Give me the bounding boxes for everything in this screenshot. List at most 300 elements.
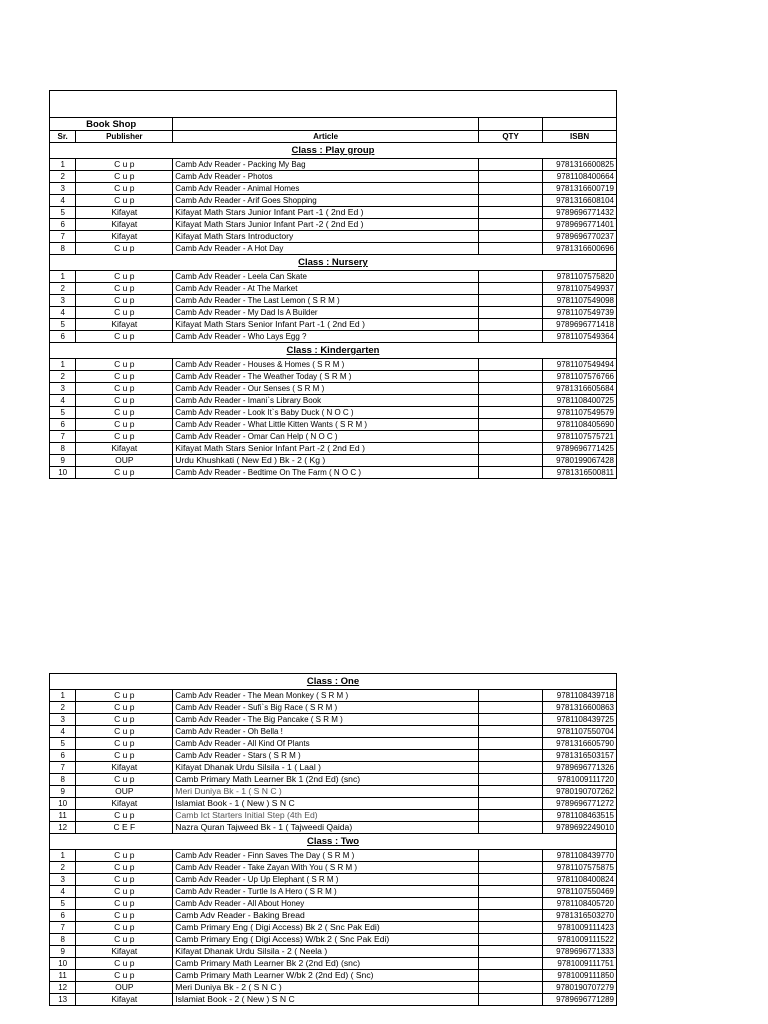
publisher-cell: C u p xyxy=(76,271,173,283)
isbn-cell: 9781108405690 xyxy=(543,419,617,431)
article-cell: Kifayat Math Stars Junior Infant Part -2 ( 2nd Ed ) xyxy=(173,219,479,231)
publisher-cell: C u p xyxy=(76,702,173,714)
isbn-cell: 9781107575875 xyxy=(543,862,617,874)
isbn-cell: 9781316503270 xyxy=(543,910,617,922)
publisher-cell: C u p xyxy=(76,922,173,934)
publisher-cell: C u p xyxy=(76,331,173,343)
qty-cell xyxy=(478,371,542,383)
table-row xyxy=(50,443,617,455)
isbn-cell: 9780199067428 xyxy=(543,455,617,467)
serial-number: 11 xyxy=(50,970,76,982)
table-row xyxy=(50,307,617,319)
serial-number: 2 xyxy=(50,283,76,295)
qty-cell xyxy=(478,762,542,774)
table-row xyxy=(50,726,617,738)
book-list-sheet-1 xyxy=(49,90,617,479)
publisher-cell: C u p xyxy=(76,970,173,982)
isbn-cell: 9781107549937 xyxy=(543,283,617,295)
qty-cell xyxy=(478,243,542,255)
qty-cell xyxy=(478,231,542,243)
table-row xyxy=(50,874,617,886)
class-header-row xyxy=(50,255,617,271)
article-cell: Kifayat Math Stars Senior Infant Part -2 ( 2nd Ed ) xyxy=(173,443,479,455)
article-cell: Camb Primary Eng ( Digi Access) W/bk 2 ( Snc Pak Edi) xyxy=(173,934,479,946)
qty-cell xyxy=(478,467,542,479)
qty-cell xyxy=(478,171,542,183)
serial-number: 3 xyxy=(50,295,76,307)
table-row xyxy=(50,822,617,834)
serial-number: 1 xyxy=(50,159,76,171)
publisher-cell: Kifayat xyxy=(76,946,173,958)
publisher-cell: C u p xyxy=(76,874,173,886)
serial-number: 1 xyxy=(50,850,76,862)
isbn-cell: 9781108439725 xyxy=(543,714,617,726)
isbn-cell: 9781107575721 xyxy=(543,431,617,443)
table-row xyxy=(50,159,617,171)
serial-number: 6 xyxy=(50,419,76,431)
qty-cell xyxy=(478,850,542,862)
qty-cell xyxy=(478,970,542,982)
isbn-cell: 9781316600696 xyxy=(543,243,617,255)
article-cell: Camb Ict Starters Initial Step (4th Ed) xyxy=(173,810,479,822)
table-row xyxy=(50,786,617,798)
isbn-cell: 9781009111751 xyxy=(543,958,617,970)
table-row xyxy=(50,922,617,934)
serial-number: 6 xyxy=(50,219,76,231)
table-row xyxy=(50,910,617,922)
isbn-cell: 9781107550469 xyxy=(543,886,617,898)
serial-number: 2 xyxy=(50,371,76,383)
isbn-cell: 9781108400824 xyxy=(543,874,617,886)
class-header-cell xyxy=(50,343,617,359)
article-cell: Kifayat Math Stars Junior Infant Part -1 ( 2nd Ed ) xyxy=(173,207,479,219)
isbn-cell: 9780190707279 xyxy=(543,982,617,994)
article-cell: Islamiat Book - 2 ( New ) S N C xyxy=(173,994,479,1006)
qty-cell xyxy=(478,159,542,171)
publisher-cell: C u p xyxy=(76,395,173,407)
article-cell: Camb Adv Reader - All Kind Of Plants xyxy=(173,738,479,750)
publisher-cell: C u p xyxy=(76,690,173,702)
article-cell: Camb Adv Reader - Up Up Elephant ( S R M ) xyxy=(173,874,479,886)
isbn-cell: 9781108463515 xyxy=(543,810,617,822)
qty-cell xyxy=(478,934,542,946)
class-header-row xyxy=(50,143,617,159)
qty-cell xyxy=(478,994,542,1006)
table-row xyxy=(50,946,617,958)
article-cell: Camb Adv Reader - Bedtime On The Farm ( N O C ) xyxy=(173,467,479,479)
serial-number: 3 xyxy=(50,383,76,395)
class-header-cell xyxy=(50,255,617,271)
article-cell: Camb Adv Reader - Who Lays Egg ? xyxy=(173,331,479,343)
serial-number: 3 xyxy=(50,714,76,726)
class-label: Class : Two xyxy=(306,836,360,847)
qty-cell xyxy=(478,750,542,762)
serial-number: 11 xyxy=(50,810,76,822)
serial-number: 10 xyxy=(50,958,76,970)
article-cell: Camb Adv Reader - Houses & Homes ( S R M ) xyxy=(173,359,479,371)
isbn-cell: 9789696771289 xyxy=(543,994,617,1006)
table-row xyxy=(50,183,617,195)
publisher-cell: Kifayat xyxy=(76,219,173,231)
publisher-cell: Kifayat xyxy=(76,207,173,219)
table-row xyxy=(50,886,617,898)
article-cell: Camb Primary Eng ( Digi Access) Bk 2 ( Snc Pak Edi) xyxy=(173,922,479,934)
table-row xyxy=(50,738,617,750)
qty-cell xyxy=(478,183,542,195)
table-row xyxy=(50,455,617,467)
qty-cell xyxy=(478,690,542,702)
article-cell: Camb Adv Reader - Oh Bella ! xyxy=(173,726,479,738)
publisher-cell: C u p xyxy=(76,850,173,862)
book-list-sheet-2 xyxy=(49,673,617,1006)
header-isbn: ISBN xyxy=(543,131,617,143)
publisher-cell: C u p xyxy=(76,383,173,395)
serial-number: 12 xyxy=(50,982,76,994)
article-cell: Camb Adv Reader - All About Honey xyxy=(173,898,479,910)
publisher-cell: Kifayat xyxy=(76,762,173,774)
serial-number: 8 xyxy=(50,934,76,946)
isbn-cell: 9781107576766 xyxy=(543,371,617,383)
qty-cell xyxy=(478,910,542,922)
qty-cell xyxy=(478,407,542,419)
table-row xyxy=(50,283,617,295)
serial-number: 6 xyxy=(50,331,76,343)
table-row xyxy=(50,798,617,810)
serial-number: 8 xyxy=(50,243,76,255)
serial-number: 4 xyxy=(50,195,76,207)
table-row xyxy=(50,850,617,862)
article-cell: Camb Adv Reader - A Hot Day xyxy=(173,243,479,255)
publisher-cell: C u p xyxy=(76,738,173,750)
qty-cell xyxy=(478,958,542,970)
table-row xyxy=(50,171,617,183)
qty-cell xyxy=(478,331,542,343)
article-cell: Kifayat Dhanak Urdu Silsila - 2 ( Neela ) xyxy=(173,946,479,958)
serial-number: 1 xyxy=(50,690,76,702)
article-cell: Camb Adv Reader - Turtle Is A Hero ( S R M ) xyxy=(173,886,479,898)
class-label: Class : Play group xyxy=(291,145,375,156)
table-row xyxy=(50,714,617,726)
article-cell: Camb Adv Reader - Baking Bread xyxy=(173,910,479,922)
blank-cell xyxy=(543,118,617,131)
qty-cell xyxy=(478,359,542,371)
header-article: Article xyxy=(173,131,479,143)
qty-cell xyxy=(478,798,542,810)
isbn-cell: 9789696771326 xyxy=(543,762,617,774)
table-row xyxy=(50,467,617,479)
isbn-cell: 9781009111720 xyxy=(543,774,617,786)
table-row xyxy=(50,982,617,994)
serial-number: 8 xyxy=(50,443,76,455)
serial-number: 9 xyxy=(50,946,76,958)
publisher-cell: C u p xyxy=(76,714,173,726)
article-cell: Meri Duniya Bk - 1 ( S N C ) xyxy=(173,786,479,798)
shop-title-row xyxy=(50,118,617,131)
blank-cell xyxy=(173,118,479,131)
serial-number: 7 xyxy=(50,762,76,774)
article-cell: Camb Adv Reader - Photos xyxy=(173,171,479,183)
isbn-cell: 9789696770237 xyxy=(543,231,617,243)
publisher-cell: C u p xyxy=(76,307,173,319)
sheet-title-row xyxy=(50,91,617,118)
class-header-row xyxy=(50,834,617,850)
table-row xyxy=(50,934,617,946)
table-row xyxy=(50,295,617,307)
publisher-cell: C u p xyxy=(76,359,173,371)
qty-cell xyxy=(478,982,542,994)
serial-number: 6 xyxy=(50,750,76,762)
publisher-cell: Kifayat xyxy=(76,994,173,1006)
isbn-cell: 9789692249010 xyxy=(543,822,617,834)
qty-cell xyxy=(478,455,542,467)
publisher-cell: C u p xyxy=(76,243,173,255)
qty-cell xyxy=(478,307,542,319)
isbn-cell: 9781108439718 xyxy=(543,690,617,702)
publisher-cell: OUP xyxy=(76,455,173,467)
isbn-cell: 9781316503157 xyxy=(543,750,617,762)
qty-cell xyxy=(478,295,542,307)
serial-number: 12 xyxy=(50,822,76,834)
serial-number: 9 xyxy=(50,786,76,798)
publisher-cell: OUP xyxy=(76,786,173,798)
table-row xyxy=(50,319,617,331)
publisher-cell: C u p xyxy=(76,910,173,922)
isbn-cell: 9781107549364 xyxy=(543,331,617,343)
article-cell: Urdu Khushkati ( New Ed ) Bk - 2 ( Kg ) xyxy=(173,455,479,467)
isbn-cell: 9781107550704 xyxy=(543,726,617,738)
shop-title: Book Shop xyxy=(50,118,173,131)
isbn-cell: 9781316600719 xyxy=(543,183,617,195)
article-cell: Camb Adv Reader - At The Market xyxy=(173,283,479,295)
qty-cell xyxy=(478,219,542,231)
qty-cell xyxy=(478,195,542,207)
sheet-2-body xyxy=(50,674,617,1006)
qty-cell xyxy=(478,922,542,934)
article-cell: Camb Adv Reader - Packing My Bag xyxy=(173,159,479,171)
table-row xyxy=(50,419,617,431)
article-cell: Camb Adv Reader - Leela Can Skate xyxy=(173,271,479,283)
table-row xyxy=(50,195,617,207)
table-row xyxy=(50,994,617,1006)
article-cell: Islamiat Book - 1 ( New ) S N C xyxy=(173,798,479,810)
qty-cell xyxy=(478,810,542,822)
publisher-cell: Kifayat xyxy=(76,319,173,331)
table-row xyxy=(50,970,617,982)
qty-cell xyxy=(478,874,542,886)
publisher-cell: OUP xyxy=(76,982,173,994)
table-row xyxy=(50,383,617,395)
table-row xyxy=(50,690,617,702)
publisher-cell: C E F xyxy=(76,822,173,834)
qty-cell xyxy=(478,726,542,738)
isbn-cell: 9789696771333 xyxy=(543,946,617,958)
serial-number: 5 xyxy=(50,738,76,750)
isbn-cell: 9781107575820 xyxy=(543,271,617,283)
isbn-cell: 9781009111522 xyxy=(543,934,617,946)
table-row xyxy=(50,231,617,243)
qty-cell xyxy=(478,419,542,431)
qty-cell xyxy=(478,443,542,455)
article-cell: Camb Adv Reader - The Mean Monkey ( S R M ) xyxy=(173,690,479,702)
table-row xyxy=(50,750,617,762)
serial-number: 3 xyxy=(50,874,76,886)
publisher-cell: Kifayat xyxy=(76,798,173,810)
serial-number: 4 xyxy=(50,395,76,407)
table-row xyxy=(50,762,617,774)
serial-number: 4 xyxy=(50,307,76,319)
qty-cell xyxy=(478,898,542,910)
table-row xyxy=(50,431,617,443)
table-row xyxy=(50,774,617,786)
publisher-cell: C u p xyxy=(76,159,173,171)
article-cell: Camb Adv Reader - Imani`s Library Book xyxy=(173,395,479,407)
serial-number: 1 xyxy=(50,359,76,371)
serial-number: 5 xyxy=(50,898,76,910)
article-cell: Kifayat Dhanak Urdu Silsila - 1 ( Laal ) xyxy=(173,762,479,774)
class-header-row xyxy=(50,343,617,359)
table-row xyxy=(50,219,617,231)
qty-cell xyxy=(478,822,542,834)
article-cell: Camb Primary Math Learner Bk 2 (2nd Ed) (snc) xyxy=(173,958,479,970)
column-header-row xyxy=(50,131,617,143)
table-row xyxy=(50,407,617,419)
class-label: Class : Nursery xyxy=(298,257,368,268)
isbn-cell: 9781316600825 xyxy=(543,159,617,171)
publisher-cell: C u p xyxy=(76,886,173,898)
isbn-cell: 9789696771401 xyxy=(543,219,617,231)
article-cell: Camb Adv Reader - Take Zayan With You ( S R M ) xyxy=(173,862,479,874)
sheet-title-cell xyxy=(50,91,617,118)
isbn-cell: 9781108405720 xyxy=(543,898,617,910)
serial-number: 9 xyxy=(50,455,76,467)
isbn-cell: 9781316608104 xyxy=(543,195,617,207)
article-cell: Camb Adv Reader - The Big Pancake ( S R M ) xyxy=(173,714,479,726)
article-cell: Camb Adv Reader - The Last Lemon ( S R M ) xyxy=(173,295,479,307)
qty-cell xyxy=(478,283,542,295)
class-label: Class : Kindergarten xyxy=(286,345,380,356)
qty-cell xyxy=(478,383,542,395)
publisher-cell: Kifayat xyxy=(76,231,173,243)
isbn-cell: 9789696771425 xyxy=(543,443,617,455)
publisher-cell: C u p xyxy=(76,934,173,946)
serial-number: 6 xyxy=(50,910,76,922)
serial-number: 1 xyxy=(50,271,76,283)
publisher-cell: C u p xyxy=(76,171,173,183)
table-row xyxy=(50,862,617,874)
table-row xyxy=(50,359,617,371)
isbn-cell: 9789696771418 xyxy=(543,319,617,331)
serial-number: 5 xyxy=(50,319,76,331)
isbn-cell: 9781107549739 xyxy=(543,307,617,319)
class-header-row xyxy=(50,674,617,690)
qty-cell xyxy=(478,946,542,958)
isbn-cell: 9781108400664 xyxy=(543,171,617,183)
qty-cell xyxy=(478,774,542,786)
publisher-cell: C u p xyxy=(76,295,173,307)
class-header-cell xyxy=(50,674,617,690)
qty-cell xyxy=(478,271,542,283)
table-row xyxy=(50,810,617,822)
qty-cell xyxy=(478,786,542,798)
isbn-cell: 9781108400725 xyxy=(543,395,617,407)
publisher-cell: C u p xyxy=(76,431,173,443)
blank-cell xyxy=(478,118,542,131)
header-qty: QTY xyxy=(478,131,542,143)
article-cell: Kifayat Math Stars Senior Infant Part -1 ( 2nd Ed ) xyxy=(173,319,479,331)
serial-number: 7 xyxy=(50,922,76,934)
publisher-cell: C u p xyxy=(76,862,173,874)
isbn-cell: 9789696771272 xyxy=(543,798,617,810)
article-cell: Camb Adv Reader - Omar Can Help ( N O C ) xyxy=(173,431,479,443)
publisher-cell: C u p xyxy=(76,467,173,479)
article-cell: Camb Adv Reader - Our Senses ( S R M ) xyxy=(173,383,479,395)
table-row xyxy=(50,702,617,714)
publisher-cell: C u p xyxy=(76,750,173,762)
table-row xyxy=(50,207,617,219)
article-cell: Camb Adv Reader - What Little Kitten Wants ( S R M ) xyxy=(173,419,479,431)
qty-cell xyxy=(478,862,542,874)
serial-number: 3 xyxy=(50,183,76,195)
article-cell: Camb Adv Reader - Stars ( S R M ) xyxy=(173,750,479,762)
table-row xyxy=(50,271,617,283)
table-row xyxy=(50,331,617,343)
sheet-1-body xyxy=(50,91,617,479)
article-cell: Camb Adv Reader - My Dad Is A Builder xyxy=(173,307,479,319)
isbn-cell: 9781316600863 xyxy=(543,702,617,714)
publisher-cell: C u p xyxy=(76,419,173,431)
header-publisher: Publisher xyxy=(76,131,173,143)
serial-number: 8 xyxy=(50,774,76,786)
isbn-cell: 9789696771432 xyxy=(543,207,617,219)
article-cell: Camb Primary Math Learner W/bk 2 (2nd Ed) ( Snc) xyxy=(173,970,479,982)
qty-cell xyxy=(478,702,542,714)
isbn-cell: 9781316605790 xyxy=(543,738,617,750)
isbn-cell: 9781316500811 xyxy=(543,467,617,479)
qty-cell xyxy=(478,714,542,726)
publisher-cell: C u p xyxy=(76,898,173,910)
publisher-cell: Kifayat xyxy=(76,443,173,455)
serial-number: 13 xyxy=(50,994,76,1006)
serial-number: 5 xyxy=(50,407,76,419)
article-cell: Camb Adv Reader - Look It`s Baby Duck ( N O C ) xyxy=(173,407,479,419)
serial-number: 7 xyxy=(50,231,76,243)
table-row xyxy=(50,395,617,407)
table-row xyxy=(50,371,617,383)
article-cell: Camb Primary Math Learner Bk 1 (2nd Ed) (snc) xyxy=(173,774,479,786)
article-cell: Camb Adv Reader - Finn Saves The Day ( S R M ) xyxy=(173,850,479,862)
article-cell: Camb Adv Reader - Arif Goes Shopping xyxy=(173,195,479,207)
table-row xyxy=(50,958,617,970)
qty-cell xyxy=(478,738,542,750)
publisher-cell: C u p xyxy=(76,958,173,970)
publisher-cell: C u p xyxy=(76,283,173,295)
serial-number: 7 xyxy=(50,431,76,443)
article-cell: Camb Adv Reader - Animal Homes xyxy=(173,183,479,195)
table-row xyxy=(50,898,617,910)
serial-number: 5 xyxy=(50,207,76,219)
isbn-cell: 9781108439770 xyxy=(543,850,617,862)
isbn-cell: 9780190707262 xyxy=(543,786,617,798)
article-cell: Nazra Quran Tajweed Bk - 1 ( Tajweedi Qaida) xyxy=(173,822,479,834)
qty-cell xyxy=(478,886,542,898)
article-cell: Camb Adv Reader - The Weather Today ( S R M ) xyxy=(173,371,479,383)
publisher-cell: C u p xyxy=(76,407,173,419)
header-sr: Sr. xyxy=(50,131,76,143)
publisher-cell: C u p xyxy=(76,183,173,195)
serial-number: 10 xyxy=(50,467,76,479)
qty-cell xyxy=(478,431,542,443)
publisher-cell: C u p xyxy=(76,774,173,786)
